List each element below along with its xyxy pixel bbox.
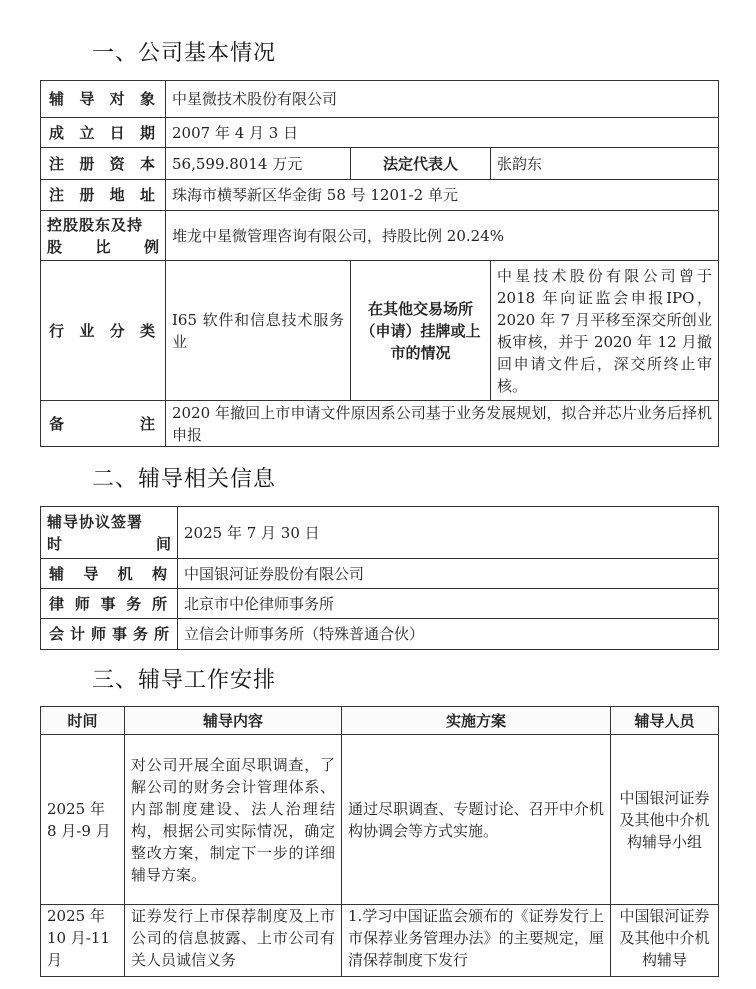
table-row <box>41 735 719 905</box>
table-row <box>41 559 719 589</box>
sign-label <box>41 507 178 559</box>
section-2-title: 二、辅导相关信息 <box>92 467 277 492</box>
address-value: 珠海市横琴新区华金街 58 号 1201-2 单元 <box>166 180 719 211</box>
date-label: 成立日期 <box>41 118 166 148</box>
header-content: 辅导内容 <box>125 707 342 735</box>
table-row <box>41 148 719 180</box>
table-row <box>41 401 719 447</box>
law-value: 北京市中伦律师事务所 <box>178 589 719 619</box>
tutoring-schedule-table <box>40 706 719 977</box>
row-2-content: 证券发行上市保荐制度及上市公司的信息披露、上市公司有关人员诚信义务 <box>125 905 342 977</box>
sign-label-line-2: 时间 <box>47 534 171 553</box>
holder-label-line-1: 控股股东及持 <box>47 215 144 234</box>
target-value: 中星微技术股份有限公司 <box>166 81 719 118</box>
table-row <box>41 118 719 148</box>
table-row <box>41 261 719 401</box>
row-1-content: 对公司开展全面尽职调查，了解公司的财务会计管理体系、内部制度建设、法人治理结构，根据公司实际情况，确定整改方案，制定下一步的详细辅导方案。 <box>125 735 342 905</box>
rep-label: 法定代表人 <box>351 148 491 180</box>
header-time: 时间 <box>41 707 125 735</box>
section-3-title: 三、辅导工作安排 <box>92 668 277 693</box>
date-value: 2007 年 4 月 3 日 <box>166 118 719 148</box>
capital-value: 56,599.8014 万元 <box>166 148 351 180</box>
agency-label: 辅导机构 <box>41 559 178 589</box>
header-staff: 辅导人员 <box>611 707 719 735</box>
remark-label: 备注 <box>41 401 166 447</box>
table-row <box>41 507 719 559</box>
account-value: 立信会计师事务所（特殊普通合伙） <box>178 619 719 650</box>
agency-value: 中国银河证券股份有限公司 <box>178 559 719 589</box>
account-label: 会计师事务所 <box>41 619 178 650</box>
law-label: 律师事务所 <box>41 589 178 619</box>
industry-value: I65 软件和信息技术服务业 <box>166 261 351 401</box>
tutoring-info-table <box>40 506 719 650</box>
holder-value: 堆龙中星微管理咨询有限公司，持股比例 20.24% <box>166 211 719 261</box>
capital-label: 注册资本 <box>41 148 166 180</box>
row-2-staff: 中国银河证券及其他中介机构辅导 <box>611 905 719 977</box>
address-label: 注册地址 <box>41 180 166 211</box>
company-info-table <box>40 80 719 447</box>
table-row <box>41 180 719 211</box>
row-1-time: 2025 年 8 月-9 月 <box>41 735 125 905</box>
sign-label-line-1: 辅导协议签署 <box>47 512 144 531</box>
row-2-plan: 1.学习中国证监会颁布的《证券发行上市保荐业务管理办法》的主要规定，厘清保荐制度下发行 <box>342 905 611 977</box>
holder-label <box>41 211 166 261</box>
section-1-title: 一、公司基本情况 <box>92 41 277 66</box>
table-row <box>41 905 719 977</box>
other-listing-label: 在其他交易场所（申请）挂牌或上市的情况 <box>351 261 491 401</box>
holder-label-line-2: 股比例 <box>47 237 159 256</box>
table-row <box>41 211 719 261</box>
row-1-staff: 中国银河证券及其他中介机构辅导小组 <box>611 735 719 905</box>
remark-value: 2020 年撤回上市申请文件原因系公司基于业务发展规划，拟合并芯片业务后择机申报 <box>166 401 719 447</box>
table-header-row <box>41 707 719 735</box>
rep-value: 张韵东 <box>491 148 719 180</box>
industry-label: 行业分类 <box>41 261 166 401</box>
target-label: 辅导对象 <box>41 81 166 118</box>
header-plan: 实施方案 <box>342 707 611 735</box>
row-2-time: 2025 年 10 月-11 月 <box>41 905 125 977</box>
row-1-plan: 通过尽职调查、专题讨论、召开中介机构协调会等方式实施。 <box>342 735 611 905</box>
table-row <box>41 619 719 650</box>
table-row <box>41 589 719 619</box>
sign-value: 2025 年 7 月 30 日 <box>178 507 719 559</box>
other-listing-value: 中星技术股份有限公司曾于 2018 年向证监会申报IPO，2020 年 7 月平移至深交所创业板审核，并于 2020 年 12 月撤回申请文件后，深交所终止审核。 <box>491 261 719 401</box>
table-row <box>41 81 719 118</box>
